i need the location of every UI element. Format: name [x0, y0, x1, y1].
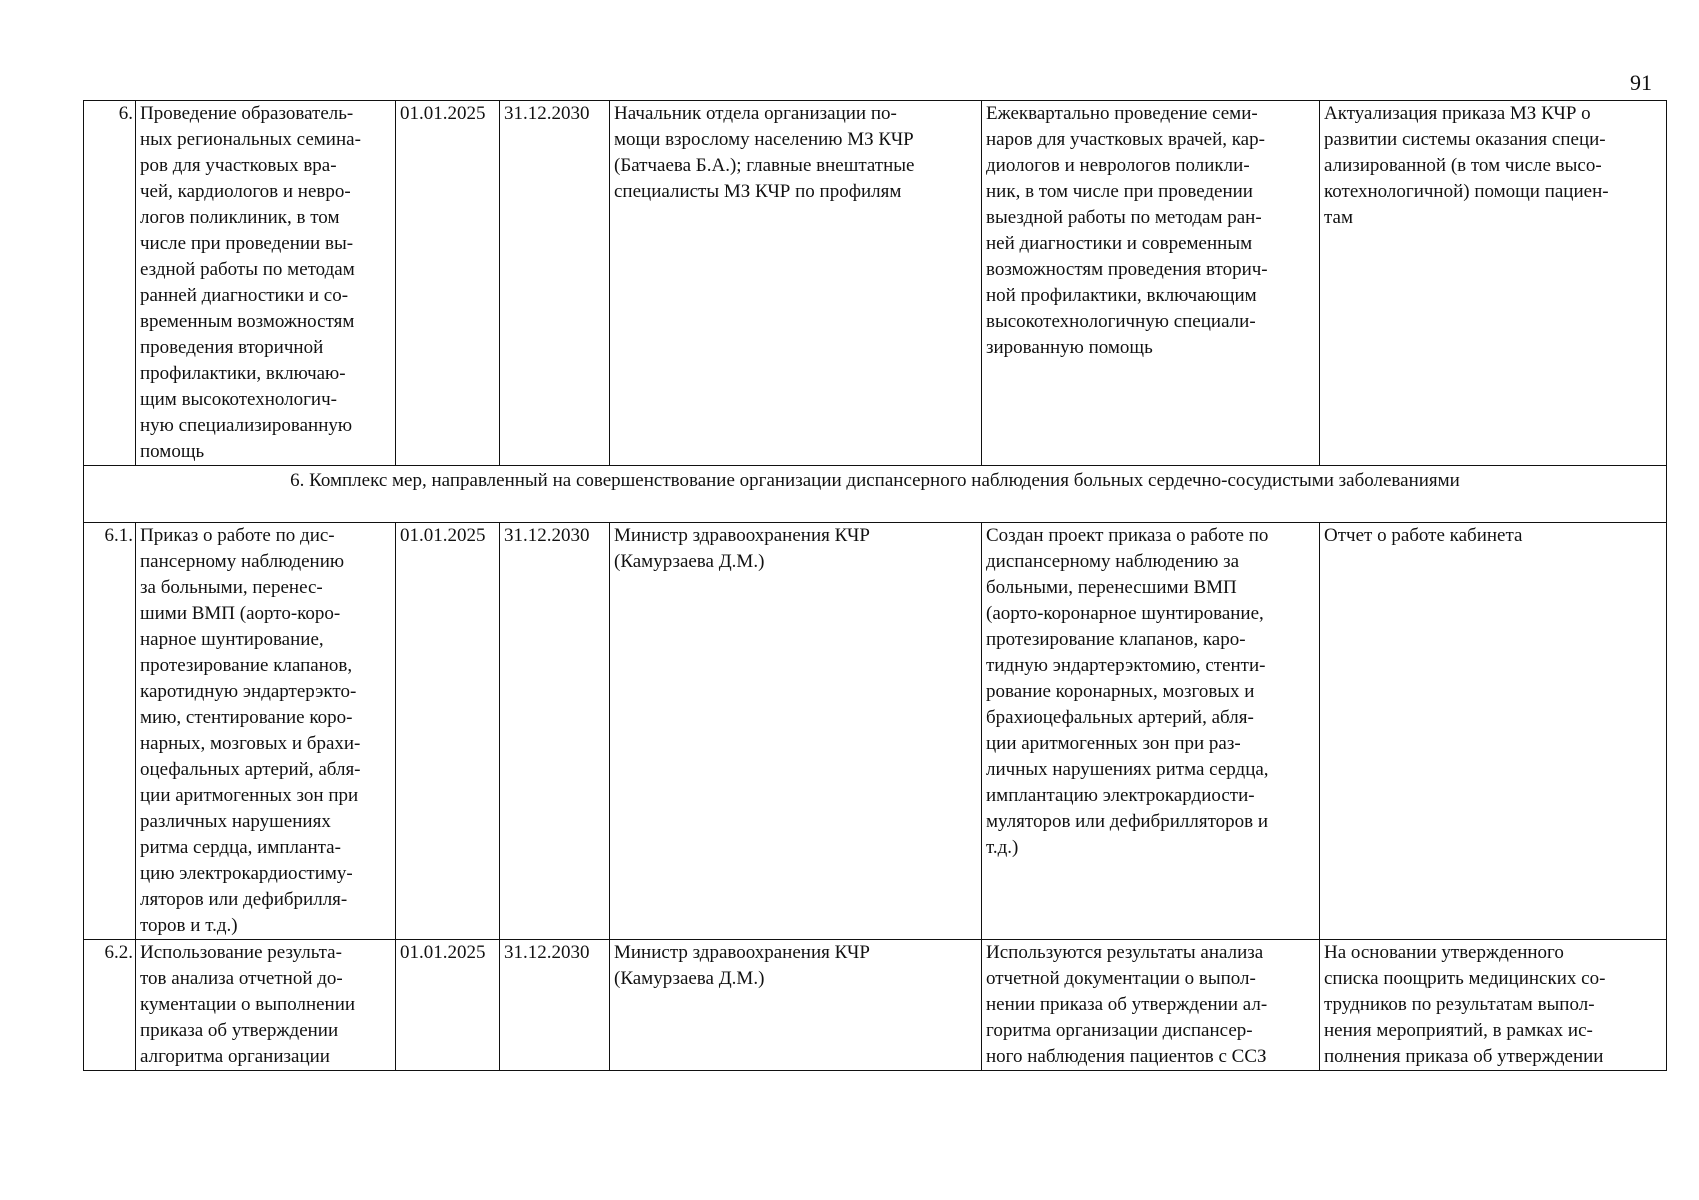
responsible-cell: Министр здравоохранения КЧР (Камурзаева Д.М.)	[610, 523, 982, 940]
end-date-cell: 31.12.2030	[500, 101, 610, 466]
section-title: 6. Комплекс мер, направленный на совершенствование организации диспансерного наблюдения больных сердечно-сосудистыми заболеваниями	[84, 466, 1667, 523]
result-cell: Ежеквартально проведение семи- наров для участковых врачей, кар- диологов и неврологов поликли- ник, в том числе при проведении выездной работы по методам ран- ней диагностики и современным возможностям проведения вторич- ной профилактики, включающим высокотехнологичную специали- зированную помощь	[982, 101, 1320, 466]
start-date-cell: 01.01.2025	[396, 940, 500, 1071]
row-number: 6.	[84, 101, 136, 466]
page-number: 91	[1630, 70, 1652, 95]
table-row	[84, 101, 1667, 466]
row-number: 6.2.	[84, 940, 136, 1071]
activity-cell: Приказ о работе по дис- пансерному наблюдению за больными, перенес- шими ВМП (аорто-коро- нарное шунтирование, протезирование клапанов, каротидную эндартерэкто- мию, стентирование коро- нарных, мозговых и брахи- оцефальных артерий, абля- ции аритмогенных зон при различных нарушениях ритма сердца, импланта- цию электрокардиостиму- ляторов или дефибрилля- торов и т.д.)	[136, 523, 396, 940]
row-number: 6.1.	[84, 523, 136, 940]
section-row	[84, 466, 1667, 523]
control-cell: На основании утвержденного списка поощрить медицинских со- трудников по результатам выпол- нения мероприятий, в рамках ис- полнения приказа об утверждении	[1320, 940, 1667, 1071]
control-cell: Актуализация приказа МЗ КЧР о развитии системы оказания специ- ализированной (в том числе высо- котехнологичной) помощи пациен- там	[1320, 101, 1667, 466]
start-date-cell: 01.01.2025	[396, 101, 500, 466]
result-cell: Используются результаты анализа отчетной документации о выпол- нении приказа об утверждении ал- горитма организации диспансер- ного наблюдения пациентов с ССЗ	[982, 940, 1320, 1071]
activity-cell: Проведение образователь- ных региональных семина- ров для участковых вра- чей, кардиологов и невро- логов поликлиник, в том числе при проведении вы- ездной работы по методам ранней диагностики и со- временным возможностям проведения вторичной профилактики, включаю- щим высокотехнологич- ную специализированную помощь	[136, 101, 396, 466]
activity-cell: Использование результа- тов анализа отчетной до- кументации о выполнении приказа об утверждении алгоритма организации	[136, 940, 396, 1071]
end-date-cell: 31.12.2030	[500, 523, 610, 940]
activities-table	[83, 100, 1667, 1071]
end-date-cell: 31.12.2030	[500, 940, 610, 1071]
table-row	[84, 940, 1667, 1071]
start-date-cell: 01.01.2025	[396, 523, 500, 940]
table-row	[84, 523, 1667, 940]
result-cell: Создан проект приказа о работе по диспансерному наблюдению за больными, перенесшими ВМП (аорто-коронарное шунтирование, протезирование клапанов, каро- тидную эндартерэктомию, стенти- рование коронарных, мозговых и брахиоцефальных артерий, абля- ции аритмогенных зон при раз- личных нарушениях ритма сердца, имплантацию электрокардиости- муляторов или дефибрилляторов и т.д.)	[982, 523, 1320, 940]
responsible-cell: Начальник отдела организации по- мощи взрослому населению МЗ КЧР (Батчаева Б.А.); главные внештатные специалисты МЗ КЧР по профилям	[610, 101, 982, 466]
control-cell: Отчет о работе кабинета	[1320, 523, 1667, 940]
responsible-cell: Министр здравоохранения КЧР (Камурзаева Д.М.)	[610, 940, 982, 1071]
